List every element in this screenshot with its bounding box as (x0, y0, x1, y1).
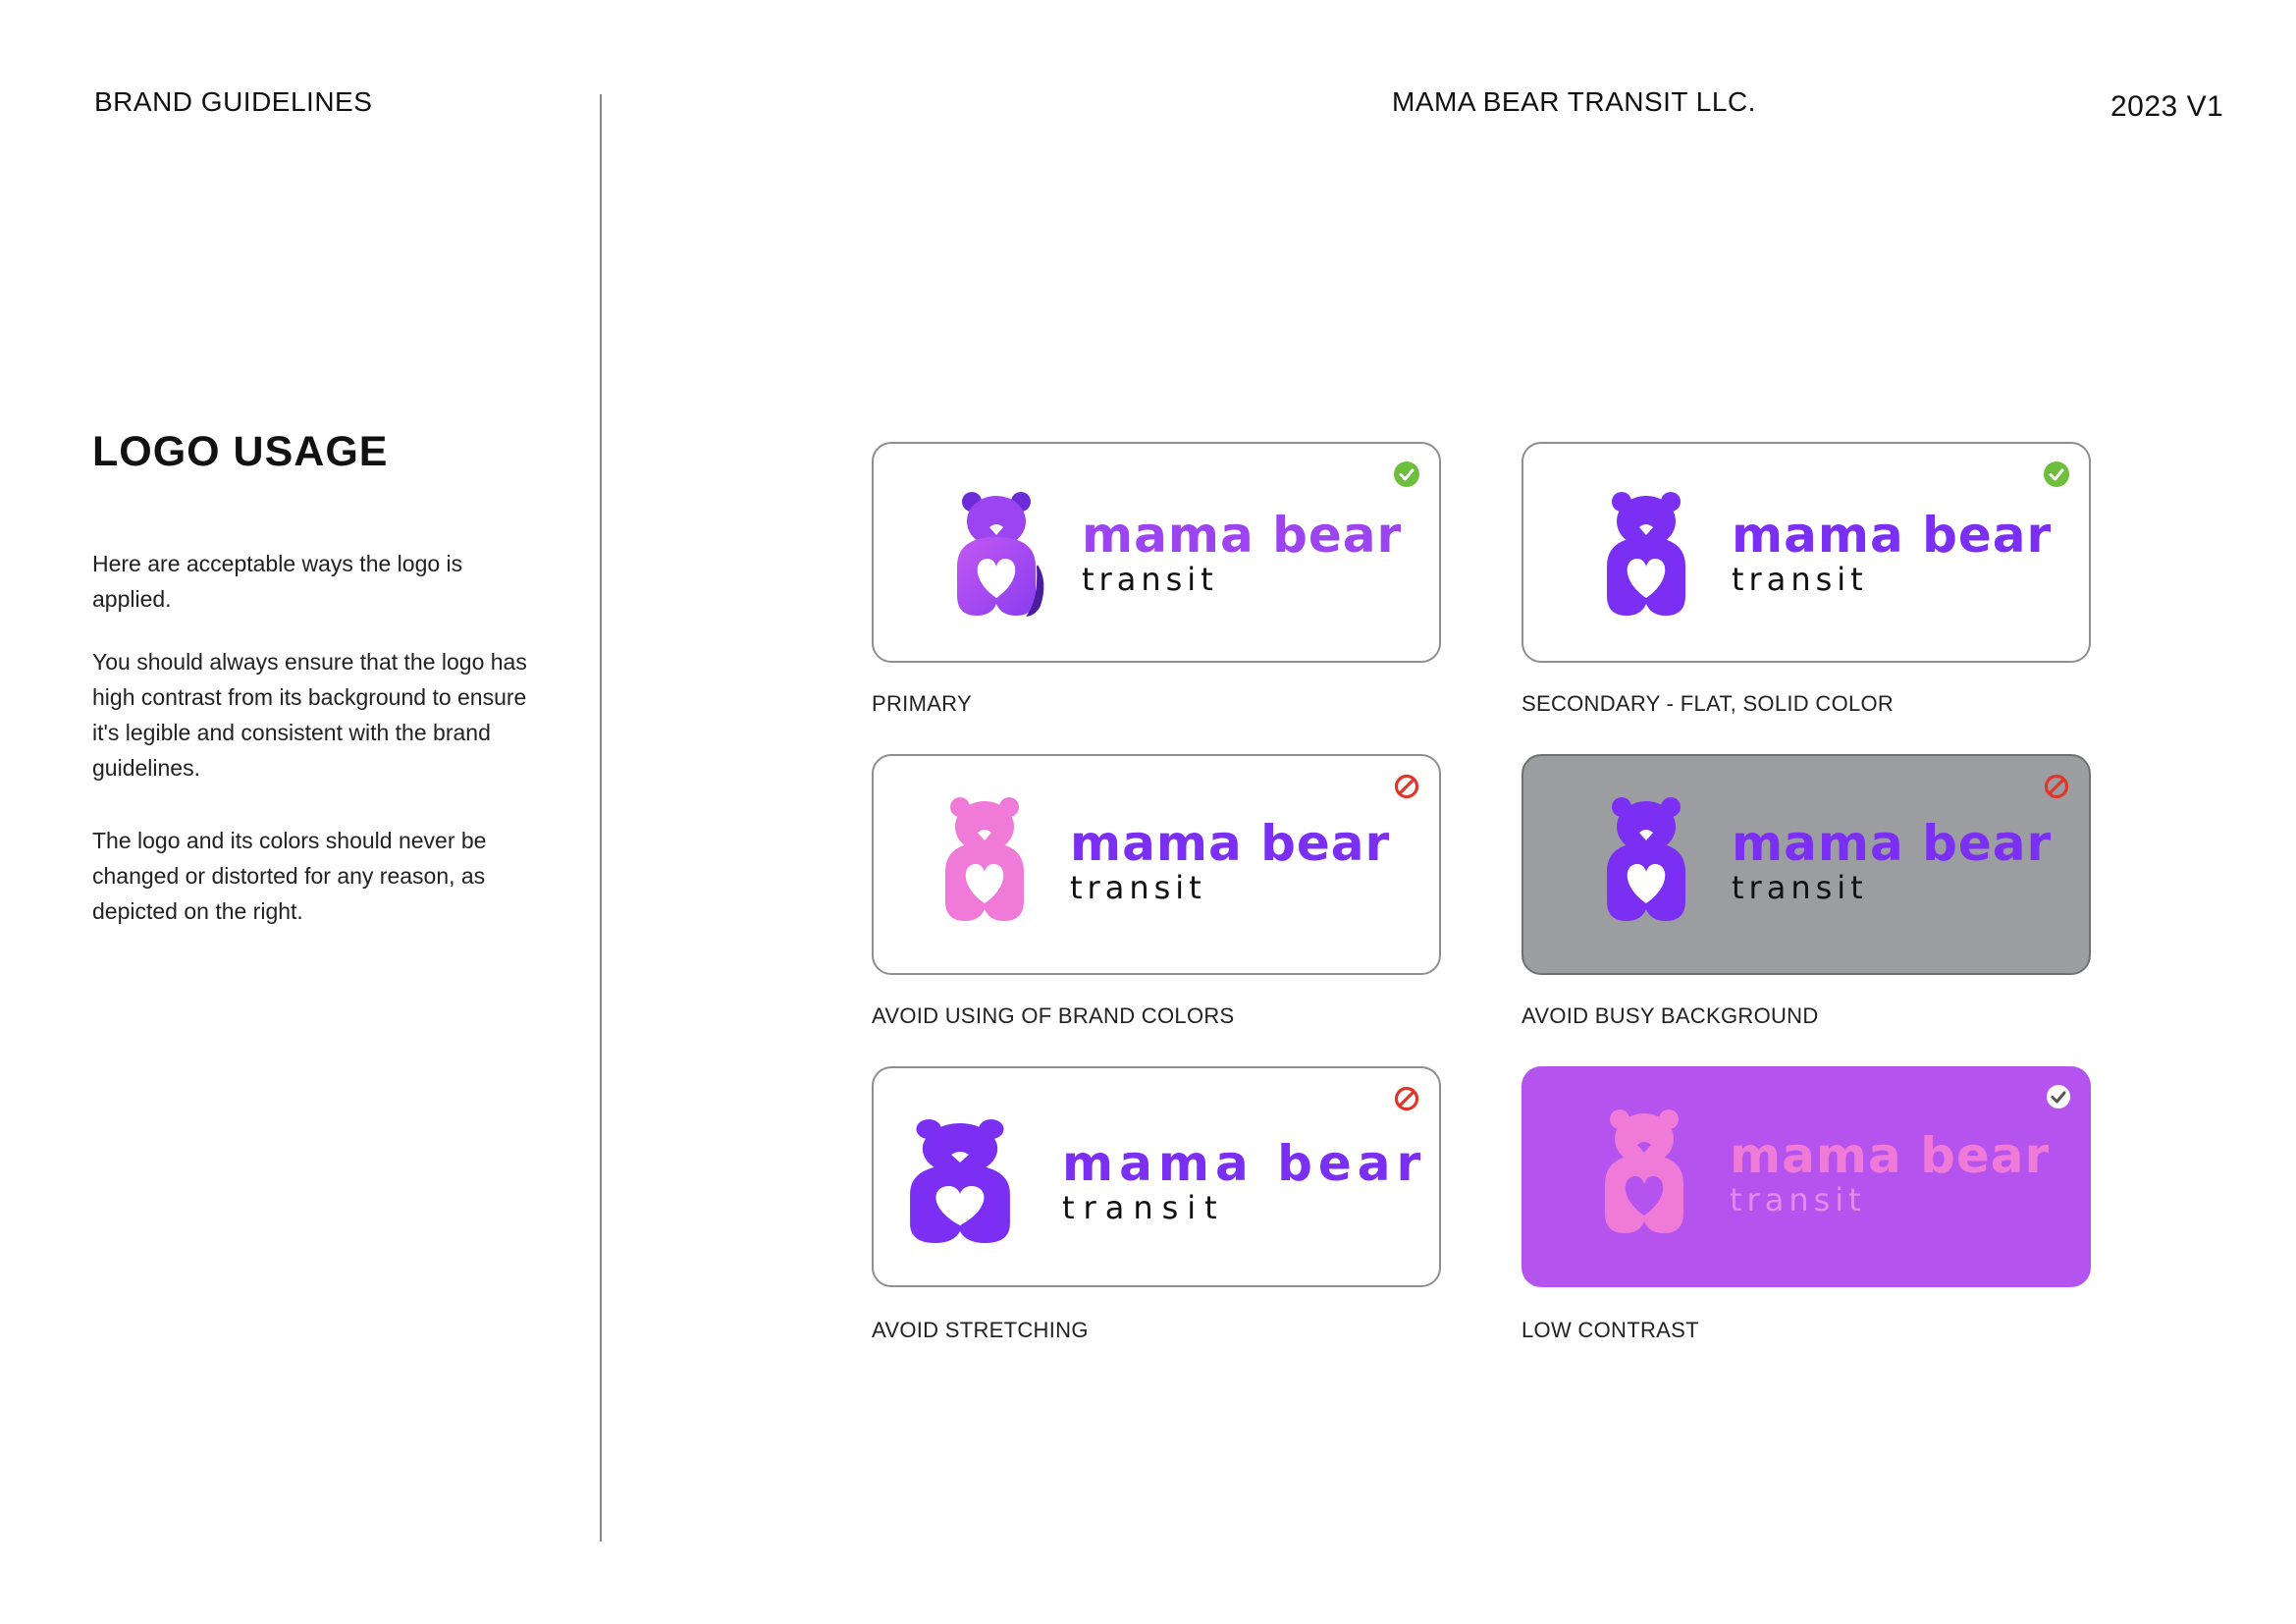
bear-logo-icon (1592, 793, 1700, 926)
wordmark-sub: transit (1082, 561, 1218, 598)
wordmark-sub: transit (1062, 1189, 1226, 1226)
logo-card-primary (872, 442, 1441, 663)
wordmark-sub: transit (1732, 869, 1868, 906)
header-company-name: MAMA BEAR TRANSIT LLC. (1392, 86, 1756, 117)
wordmark-sub: transit (1730, 1181, 1866, 1218)
vertical-divider (600, 94, 602, 1542)
caption-secondary: SECONDARY - FLAT, SOLID COLOR (1522, 691, 1895, 716)
caption-wrong-colors: AVOID USING OF BRAND COLORS (872, 1003, 1235, 1028)
caption-stretching: AVOID STRETCHING (872, 1318, 1089, 1342)
prohibited-icon (1394, 774, 1419, 799)
wordmark-main: mama bear (1732, 815, 2053, 872)
check-circle-icon (2044, 461, 2069, 487)
wordmark-main: mama bear (1062, 1135, 1427, 1192)
wordmark-main: mama bear (1070, 815, 1391, 872)
header-version: 2023 V1 (2110, 90, 2224, 123)
prohibited-icon (1394, 1086, 1419, 1111)
bear-logo-icon (931, 793, 1039, 926)
distortion-paragraph: The logo and its colors should never be changed or distorted for any reason, as depicted on the right. (92, 828, 487, 924)
header-brand-guidelines: BRAND GUIDELINES (94, 86, 373, 117)
prohibited-icon (2044, 774, 2069, 799)
bear-logo-icon (1590, 1106, 1698, 1238)
check-circle-icon (1394, 461, 1419, 487)
wordmark-sub: transit (1732, 561, 1868, 598)
logo-card-busy-background (1522, 754, 2091, 975)
wordmark-main: mama bear (1732, 507, 2053, 564)
contrast-paragraph: You should always ensure that the logo has high contrast from its background to ensure it's legible and consistent with the brand guidelines. (92, 649, 527, 781)
logo-card-stretched (872, 1066, 1441, 1287)
wordmark-main: mama bear (1730, 1127, 2051, 1184)
caption-primary: PRIMARY (872, 691, 972, 716)
bear-logo-icon (891, 1115, 1029, 1248)
wordmark-main: mama bear (1082, 507, 1403, 564)
caption-busy-background: AVOID BUSY BACKGROUND (1522, 1003, 1819, 1028)
intro-paragraph: Here are acceptable ways the logo is applied. (92, 551, 463, 612)
caption-low-contrast: LOW CONTRAST (1522, 1318, 1699, 1342)
check-white-icon (2046, 1084, 2071, 1110)
bear-logo-icon (1592, 488, 1700, 621)
logo-card-low-contrast (1522, 1066, 2091, 1287)
logo-card-secondary (1522, 442, 2091, 663)
wordmark-sub: transit (1070, 869, 1206, 906)
logo-card-wrong-colors (872, 754, 1441, 975)
bear-logo-icon (942, 488, 1050, 621)
page-title: LOGO USAGE (92, 428, 389, 475)
